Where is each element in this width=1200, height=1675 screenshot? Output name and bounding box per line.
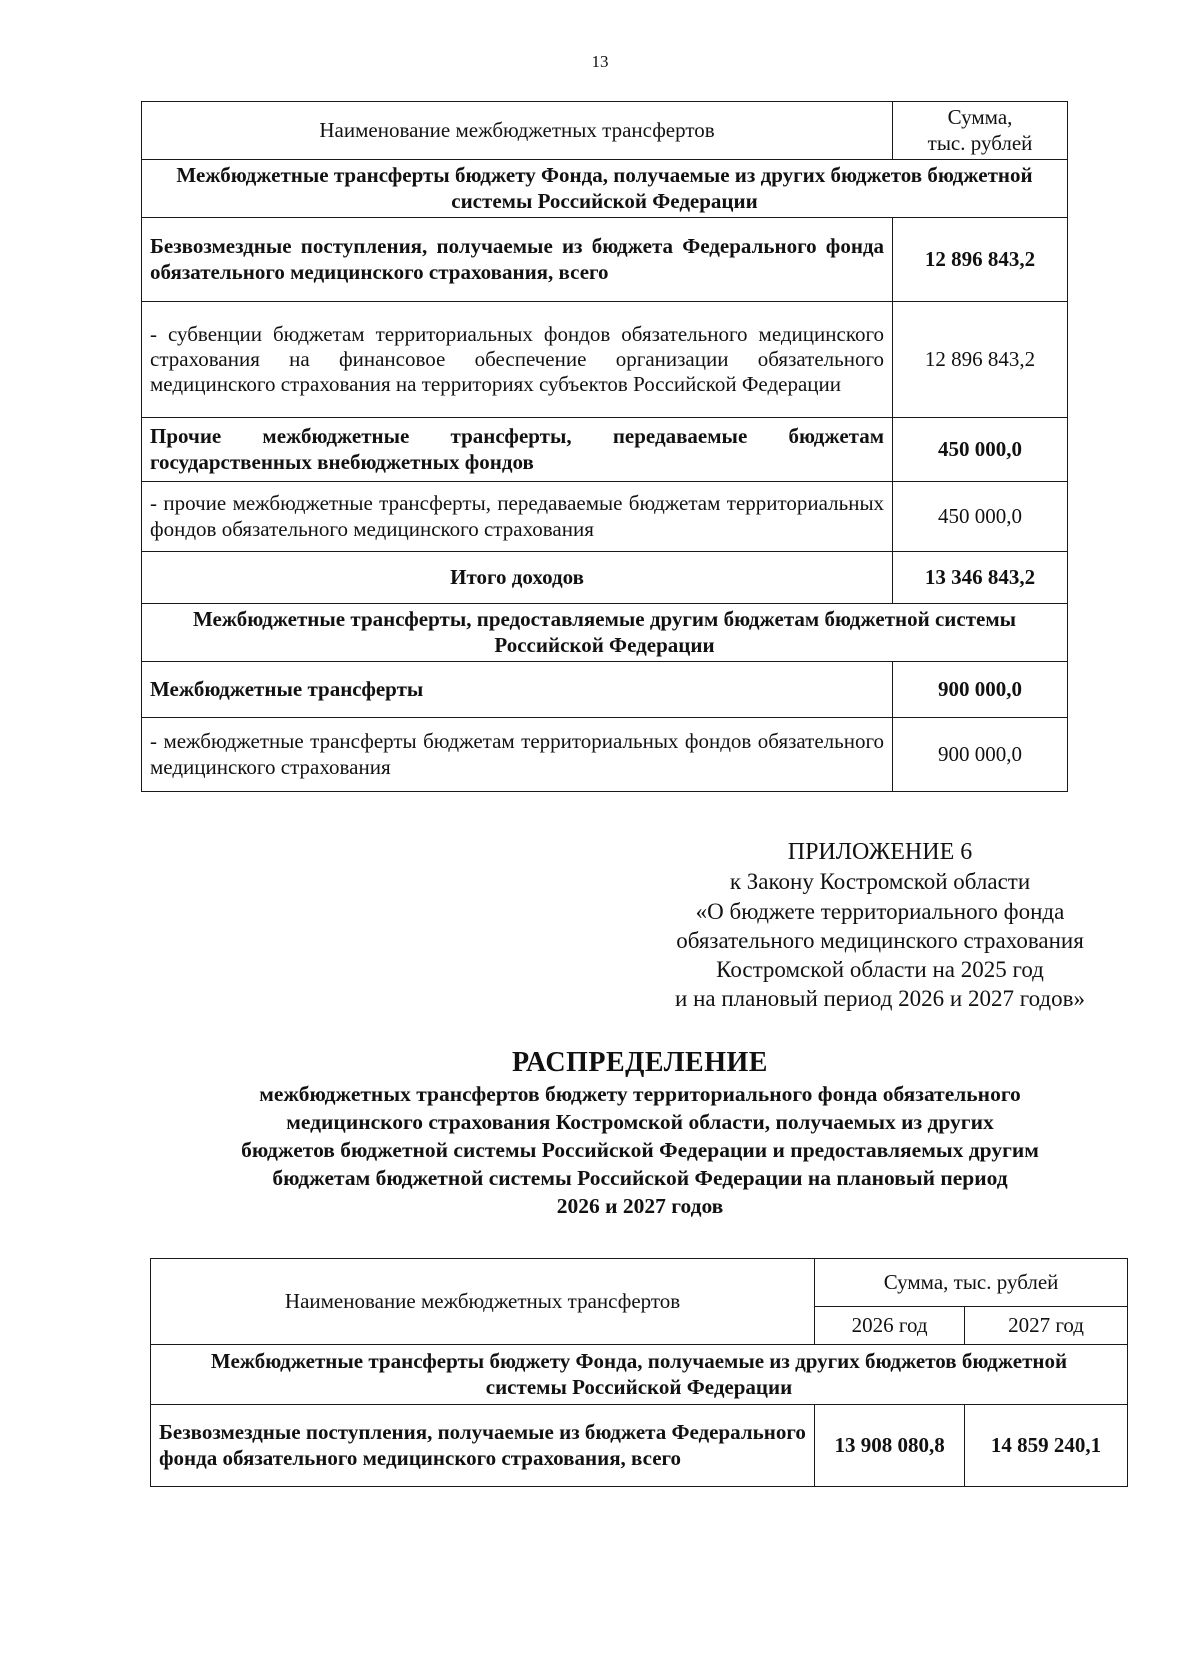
subtitle-line: 2026 и 2027 годов — [556, 1193, 724, 1218]
total-amount: 13 346 843,2 — [893, 552, 1068, 604]
header-year-2026: 2026 год — [815, 1307, 965, 1345]
header-sum-cell — [893, 102, 1068, 160]
subtitle-line: бюджетам бюджетной системы Российской Федерации на плановый период — [272, 1165, 1008, 1190]
appendix-line: «О бюджете территориального фонда — [695, 898, 1065, 924]
row-name: - субвенции бюджетам территориальных фондов обязательного медицинского страхования на финансовое обеспечение организации обязательного медицинского страхования на территориях субъектов Российской Федерации — [142, 302, 893, 418]
distribution-title: РАСПРЕДЕЛЕНИЕ — [512, 1047, 768, 1078]
section-row-provided — [142, 604, 1068, 662]
appendix-line: к Закону Костромской области — [729, 869, 1031, 895]
transfers-table-2025 — [141, 101, 1068, 792]
row-amount: 450 000,0 — [893, 418, 1068, 482]
row-amount: 12 896 843,2 — [893, 302, 1068, 418]
subtitle-line: медицинского страхования Костромской области, получаемых из других — [286, 1109, 994, 1134]
row-name: - межбюджетные трансферты бюджетам территориальных фондов обязательного медицинского страхования — [142, 718, 893, 792]
header-year-2027: 2027 год — [965, 1307, 1128, 1345]
row-amount-2026: 13 908 080,8 — [815, 1405, 965, 1487]
table-header-row — [142, 102, 1068, 160]
header-sum-line2: тыс. рублей — [927, 130, 1033, 155]
row-amount-2027: 14 859 240,1 — [965, 1405, 1128, 1487]
table-row — [142, 302, 1068, 418]
section-heading: Межбюджетные трансферты бюджету Фонда, получаемые из других бюджетов бюджетной системы Российской Федерации — [142, 160, 1068, 218]
table-row — [142, 718, 1068, 792]
row-amount: 900 000,0 — [893, 662, 1068, 718]
distribution-subtitle — [150, 1081, 1130, 1221]
row-name: Прочие межбюджетные трансферты, передаваемые бюджетам государственных внебюджетных фондов — [142, 418, 893, 482]
row-amount: 450 000,0 — [893, 482, 1068, 552]
transfers-table-2026-2027 — [150, 1258, 1128, 1487]
row-name: Безвозмездные поступления, получаемые из бюджета Федерального фонда обязательного медицинского страхования, всего — [151, 1405, 815, 1487]
row-name: - прочие межбюджетные трансферты, передаваемые бюджетам территориальных фондов обязательного медицинского страхования — [142, 482, 893, 552]
row-amount: 12 896 843,2 — [893, 218, 1068, 302]
section-row-received — [142, 160, 1068, 218]
table-row — [142, 482, 1068, 552]
appendix-line: обязательного медицинского страхования — [676, 927, 1084, 953]
row-name: Безвозмездные поступления, получаемые из бюджета Федерального фонда обязательного медицинского страхования, всего — [142, 218, 893, 302]
total-label: Итого доходов — [142, 552, 893, 604]
header-name-cell: Наименование межбюджетных трансфертов — [151, 1259, 815, 1345]
section-row-received — [151, 1345, 1128, 1405]
row-amount: 900 000,0 — [893, 718, 1068, 792]
table-row — [142, 662, 1068, 718]
table-header-row — [151, 1259, 1128, 1307]
appendix-line: и на плановый период 2026 и 2027 годов» — [675, 986, 1085, 1012]
table-row — [142, 418, 1068, 482]
header-sum-cell: Сумма, тыс. рублей — [815, 1259, 1128, 1307]
header-name-cell: Наименование межбюджетных трансфертов — [142, 102, 893, 160]
table-row — [142, 218, 1068, 302]
section-heading: Межбюджетные трансферты, предоставляемые другим бюджетам бюджетной системы Российской Федерации — [142, 604, 1068, 662]
row-name: Межбюджетные трансферты — [142, 662, 893, 718]
table-row — [151, 1405, 1128, 1487]
total-row — [142, 552, 1068, 604]
section-heading: Межбюджетные трансферты бюджету Фонда, получаемые из других бюджетов бюджетной системы Российской Федерации — [151, 1345, 1128, 1405]
appendix-line: Костромской области на 2025 год — [716, 957, 1044, 983]
subtitle-line: межбюджетных трансфертов бюджету территориального фонда обязательного — [259, 1082, 1021, 1106]
page-number: 13 — [591, 52, 609, 71]
subtitle-line: бюджетов бюджетной системы Российской Федерации и предоставляемых другим — [241, 1137, 1039, 1162]
appendix-title: ПРИЛОЖЕНИЕ 6 — [787, 839, 973, 865]
header-sum-line1: Сумма, — [947, 105, 1013, 130]
appendix-block — [620, 837, 1140, 1013]
